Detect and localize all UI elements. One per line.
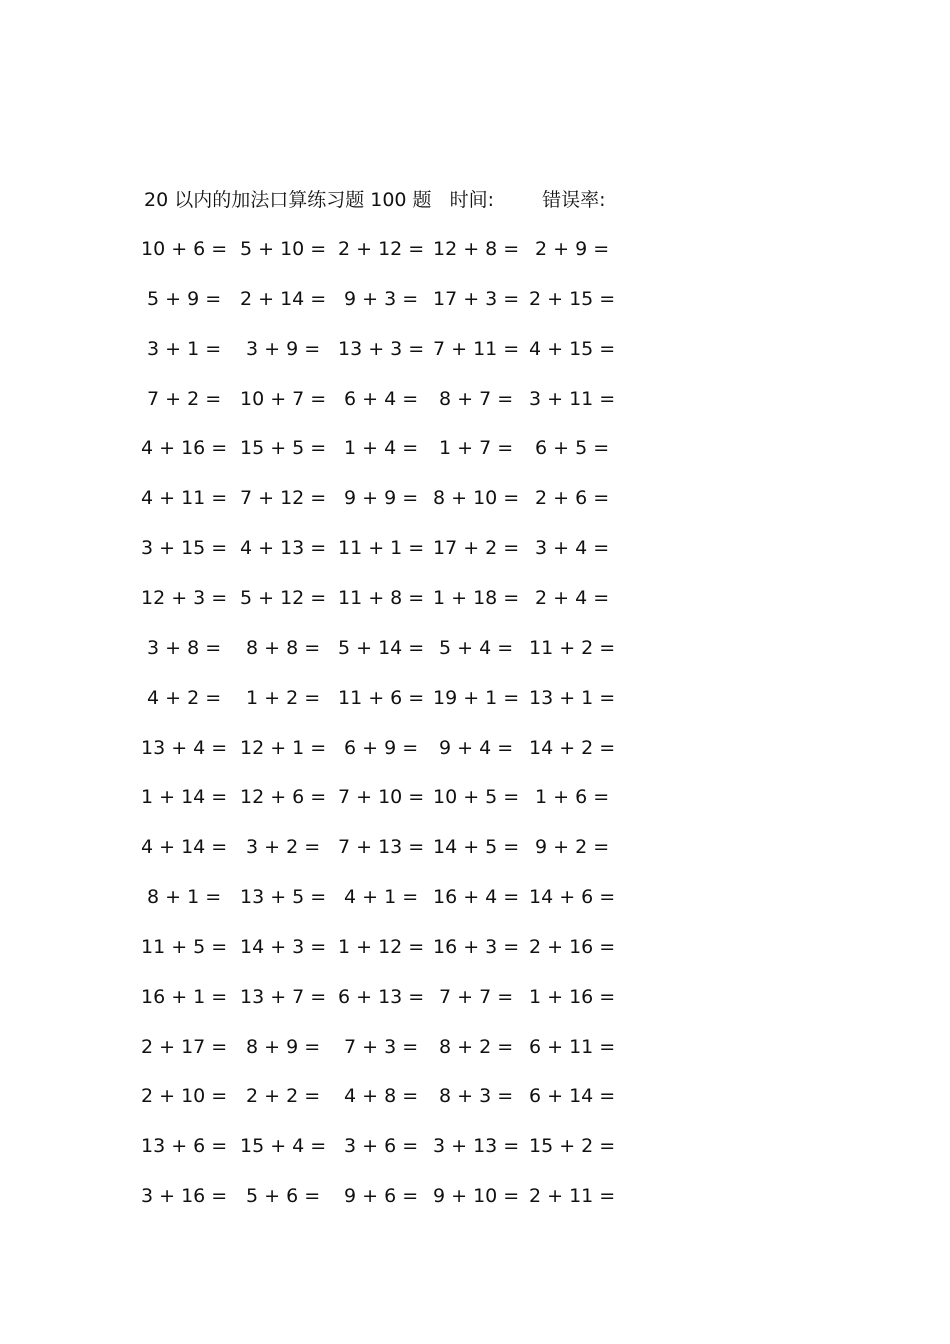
problem-item: 9 + 3 =: [344, 287, 419, 310]
problem-item: 5 + 10 =: [240, 238, 327, 260]
problem-item: 12 + 6 =: [240, 786, 327, 809]
problem-item: 14 + 3 =: [240, 935, 327, 958]
problem-item: 2 + 4 =: [535, 586, 610, 609]
problem-item: 3 + 8 =: [147, 636, 222, 659]
problem-item: 3 + 16 =: [141, 1185, 228, 1208]
problem-item: 11 + 2 =: [529, 636, 616, 659]
problem-item: 2 + 10 =: [141, 1085, 228, 1108]
problem-item: 2 + 14 =: [240, 287, 327, 310]
problem-item: 9 + 2 =: [535, 836, 610, 859]
problem-item: 7 + 11 =: [433, 337, 520, 360]
problem-item: 12 + 3 =: [141, 586, 228, 609]
problem-item: 15 + 2 =: [529, 1135, 616, 1158]
problem-item: 1 + 4 =: [344, 437, 419, 460]
problem-item: 2 + 15 =: [529, 287, 616, 310]
problem-item: 1 + 14 =: [141, 786, 228, 809]
problem-item: 6 + 5 =: [535, 437, 610, 460]
problem-item: 4 + 14 =: [141, 836, 228, 859]
problem-item: 2 + 17 =: [141, 1035, 228, 1058]
problem-item: 1 + 18 =: [433, 586, 520, 609]
problem-item: 16 + 3 =: [433, 935, 520, 958]
problem-item: 13 + 7 =: [240, 985, 327, 1008]
problem-item: 5 + 6 =: [246, 1185, 321, 1208]
problem-item: 13 + 3 =: [338, 337, 425, 360]
error-rate-label: 错误率:: [542, 189, 606, 211]
problem-item: 4 + 15 =: [529, 337, 616, 360]
problem-item: 8 + 7 =: [439, 387, 514, 410]
problem-item: 5 + 4 =: [439, 636, 514, 659]
problem-item: 11 + 5 =: [141, 935, 228, 958]
problem-item: 8 + 2 =: [439, 1035, 514, 1058]
problem-item: 10 + 7 =: [240, 387, 327, 410]
problem-item: 17 + 2 =: [433, 537, 520, 560]
problem-item: 1 + 16 =: [529, 985, 616, 1008]
problem-item: 1 + 2 =: [246, 686, 321, 709]
problem-item: 7 + 13 =: [338, 836, 425, 859]
problem-item: 6 + 9 =: [344, 736, 419, 759]
problem-item: 4 + 1 =: [344, 886, 419, 909]
problem-item: 14 + 6 =: [529, 886, 616, 909]
problem-item: 3 + 13 =: [433, 1135, 520, 1158]
problem-item: 12 + 8 =: [433, 238, 520, 260]
problem-item: 1 + 7 =: [439, 437, 514, 460]
problem-item: 13 + 5 =: [240, 886, 327, 909]
problem-item: 5 + 14 =: [338, 636, 425, 659]
problem-item: 11 + 1 =: [338, 537, 425, 560]
problem-item: 4 + 11 =: [141, 487, 228, 510]
problem-item: 13 + 6 =: [141, 1135, 228, 1158]
problem-item: 15 + 5 =: [240, 437, 327, 460]
problem-item: 7 + 2 =: [147, 387, 222, 410]
problem-item: 19 + 1 =: [433, 686, 520, 709]
problem-item: 14 + 2 =: [529, 736, 616, 759]
problem-item: 7 + 12 =: [240, 487, 327, 510]
problem-item: 3 + 9 =: [246, 337, 321, 360]
problem-item: 6 + 4 =: [344, 387, 419, 410]
problem-item: 2 + 12 =: [338, 238, 425, 260]
problem-item: 8 + 9 =: [246, 1035, 321, 1058]
problem-item: 1 + 6 =: [535, 786, 610, 809]
problem-item: 13 + 4 =: [141, 736, 228, 759]
problem-item: 6 + 13 =: [338, 985, 425, 1008]
problem-item: 3 + 1 =: [147, 337, 222, 360]
problem-item: 9 + 10 =: [433, 1185, 520, 1208]
problem-item: 3 + 4 =: [535, 537, 610, 560]
problem-item: 12 + 1 =: [240, 736, 327, 759]
problem-item: 9 + 4 =: [439, 736, 514, 759]
problem-item: 11 + 8 =: [338, 586, 425, 609]
problem-item: 2 + 9 =: [535, 238, 610, 260]
problem-item: 9 + 9 =: [344, 487, 419, 510]
problem-item: 6 + 11 =: [529, 1035, 616, 1058]
problem-item: 3 + 11 =: [529, 387, 616, 410]
problem-item: 2 + 16 =: [529, 935, 616, 958]
problem-item: 10 + 6 =: [141, 238, 228, 260]
problem-item: 4 + 8 =: [344, 1085, 419, 1108]
worksheet-title: 20 以内的加法口算练习题 100 题: [144, 189, 432, 211]
problem-item: 3 + 6 =: [344, 1135, 419, 1158]
problem-item: 16 + 1 =: [141, 985, 228, 1008]
problem-item: 15 + 4 =: [240, 1135, 327, 1158]
time-label: 时间:: [449, 189, 495, 211]
problem-item: 11 + 6 =: [338, 686, 425, 709]
problem-item: 8 + 1 =: [147, 886, 222, 909]
problem-item: 7 + 10 =: [338, 786, 425, 809]
problem-item: 7 + 7 =: [439, 985, 514, 1008]
problem-item: 2 + 2 =: [246, 1085, 321, 1108]
problem-item: 8 + 8 =: [246, 636, 321, 659]
problem-item: 5 + 12 =: [240, 586, 327, 609]
problem-item: 7 + 3 =: [344, 1035, 419, 1058]
problem-item: 13 + 1 =: [529, 686, 616, 709]
problem-item: 14 + 5 =: [433, 836, 520, 859]
problem-item: 1 + 12 =: [338, 935, 425, 958]
problem-item: 8 + 3 =: [439, 1085, 514, 1108]
problem-item: 8 + 10 =: [433, 487, 520, 510]
problem-item: 4 + 2 =: [147, 686, 222, 709]
problem-item: 4 + 16 =: [141, 437, 228, 460]
problem-item: 4 + 13 =: [240, 537, 327, 560]
problem-item: 3 + 15 =: [141, 537, 228, 560]
problem-item: 5 + 9 =: [147, 287, 222, 310]
problem-item: 3 + 2 =: [246, 836, 321, 859]
problem-item: 17 + 3 =: [433, 287, 520, 310]
problem-item: 9 + 6 =: [344, 1185, 419, 1208]
problem-item: 16 + 4 =: [433, 886, 520, 909]
problem-item: 2 + 11 =: [529, 1185, 616, 1208]
problem-item: 10 + 5 =: [433, 786, 520, 809]
problem-item: 6 + 14 =: [529, 1085, 616, 1108]
problem-item: 2 + 6 =: [535, 487, 610, 510]
